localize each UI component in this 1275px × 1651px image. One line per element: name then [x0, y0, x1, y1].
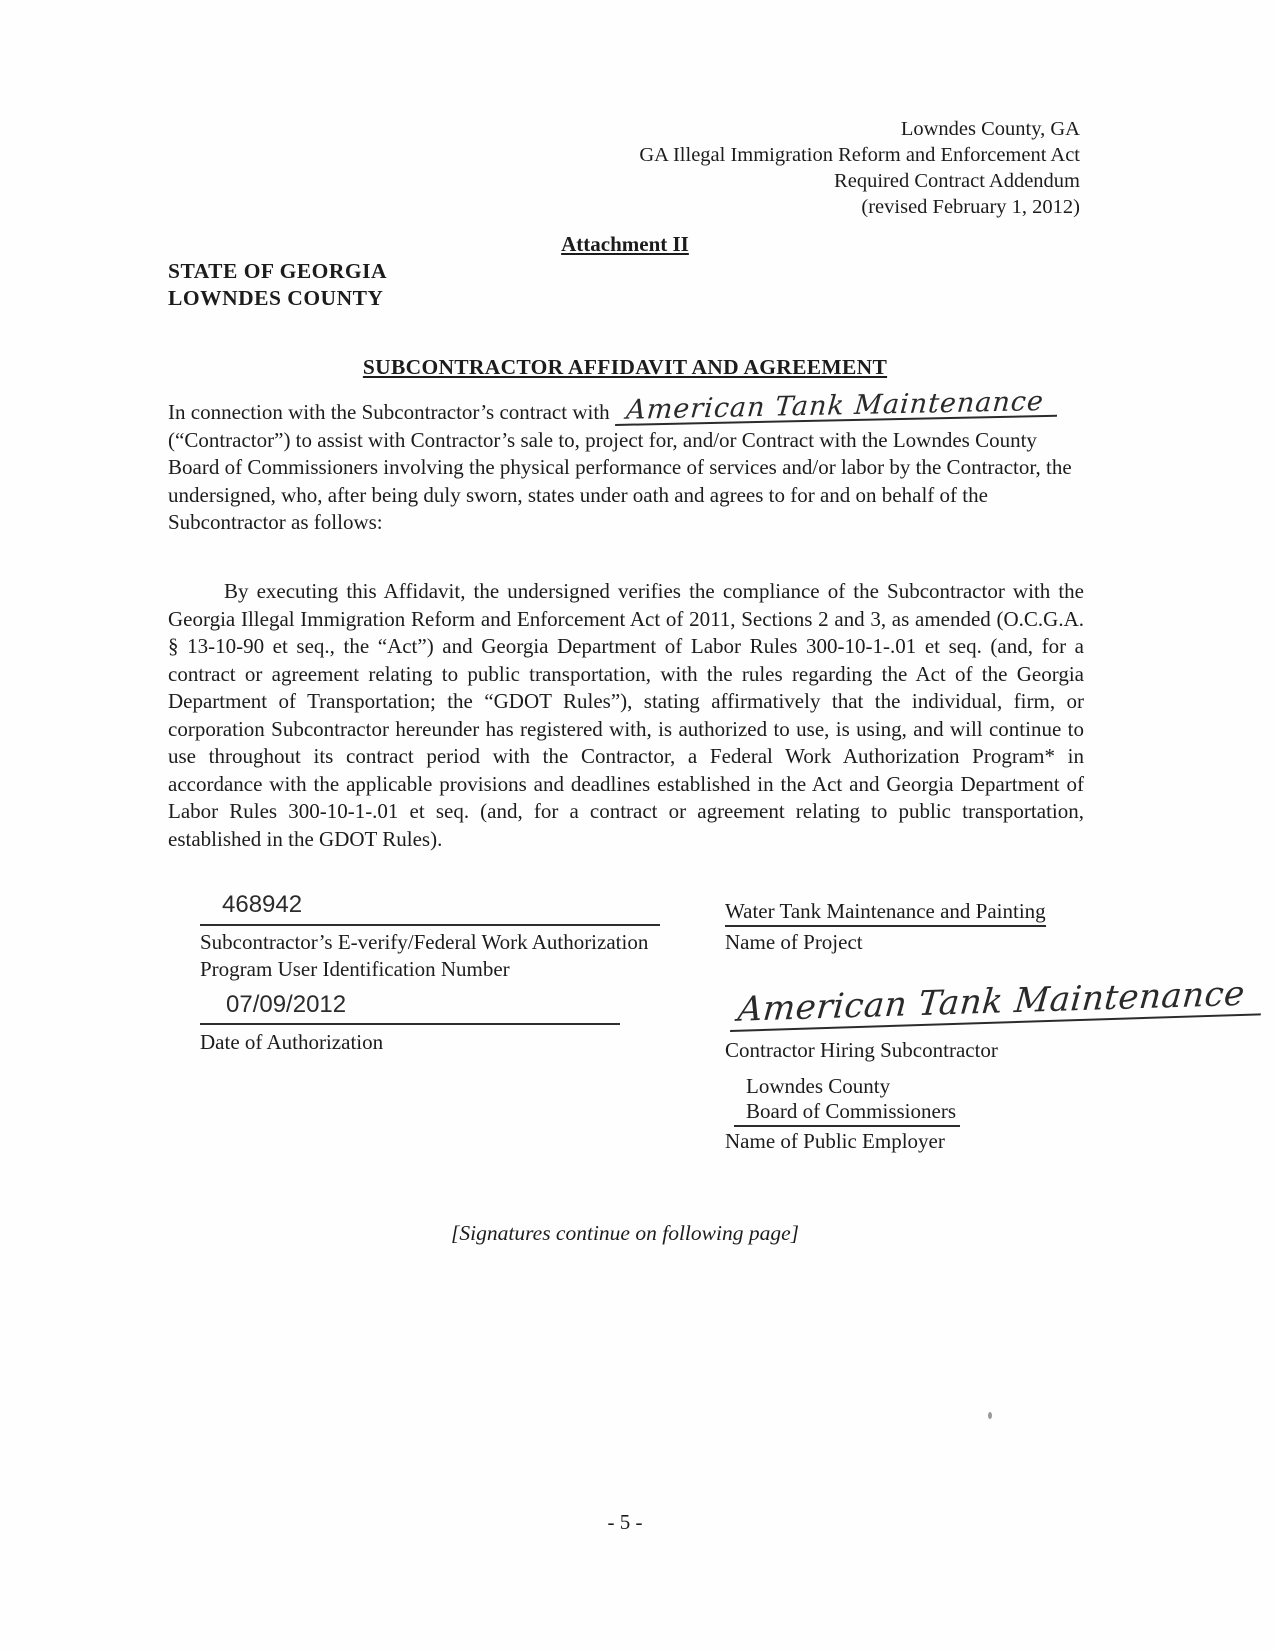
document-header — [400, 116, 1080, 220]
contractor-name-handwritten-inline: American Tank Maintenance — [615, 391, 1059, 426]
state-county-block — [168, 258, 387, 312]
county-line: LOWNDES COUNTY — [168, 286, 384, 310]
header-act-line: GA Illegal Immigration Reform and Enforcement Act — [639, 144, 1080, 166]
project-field-label: Name of Project — [725, 930, 863, 954]
project-name-field — [725, 899, 1046, 927]
employer-name-line1: Lowndes County — [746, 1074, 891, 1098]
affidavit-body-paragraph: By executing this Affidavit, the undersigned verifies the compliance of the Subcontractor with the Georgia Illegal Immigration Reform and Enforcement Act of 2011, Sections 2 and 3, as amended (O.C.G.A. § 13-10-90 et seq., the “Act”) and Georgia Department of Labor Rules 300-10-1-.01 et seq. (and, for a contract or agreement relating to public transportation, with the rules regarding the Act of the Georgia Department of Transportation; the “GDOT Rules”), stating affirmatively that the individual, firm, or corporation Subcontractor hereunder has registered with, is authorized to use, is using, and will continue to use throughout its contract period with the Contractor, a Federal Work Authorization Program* in accordance with the applicable provisions and deadlines established in the Act and Georgia Department of Labor Rules 300-10-1-.01 et seq. (and, for a contract or agreement relating to public transportation, established in the GDOT Rules). — [168, 579, 1084, 851]
contractor-signature-field — [730, 973, 1261, 1032]
header-county-line: Lowndes County, GA — [900, 118, 1080, 140]
authorization-date-value: 07/09/2012 — [226, 991, 347, 1018]
header-addendum-line: Required Contract Addendum — [834, 170, 1080, 192]
employer-name-line2-wrap — [734, 1099, 960, 1127]
page-number: - 5 - — [607, 1510, 643, 1534]
attachment-label — [168, 232, 1082, 257]
intro-text-after-blank: (“Contractor”) to assist with Contractor’s sale to, project for, and/or Contract with the Lowndes County Board of Commissioners involving the physical performance of services and/or labor by the Contractor, the undersigned, who, after being duly sworn, states under oath and agrees to for and on behalf of the Subcontractor as follows: — [168, 427, 1072, 534]
signatures-continue-note: [Signatures continue on following page] — [451, 1221, 799, 1245]
document-title — [168, 355, 1082, 380]
state-line: STATE OF GEORGIA — [168, 259, 388, 283]
attachment-label-text: Attachment II — [561, 232, 689, 256]
everify-field-line — [200, 924, 660, 926]
employer-field-label: Name of Public Employer — [725, 1129, 945, 1153]
date-field-label: Date of Authorization — [200, 1030, 384, 1054]
scan-artifact-dot — [988, 1412, 992, 1419]
employer-name-line2: Board of Commissioners — [734, 1099, 960, 1127]
contractor-field-label: Contractor Hiring Subcontractor — [725, 1038, 998, 1062]
document-title-text: SUBCONTRACTOR AFFIDAVIT AND AGREEMENT — [362, 355, 888, 379]
intro-text-before-blank: In connection with the Subcontractor’s contract with — [168, 400, 610, 424]
header-revision-line: (revised February 1, 2012) — [861, 196, 1080, 218]
intro-paragraph — [168, 385, 1084, 537]
everify-number-value: 468942 — [222, 891, 303, 918]
everify-field-label: Subcontractor’s E-verify/Federal Work Authorization Program User Identification Number — [200, 930, 649, 981]
date-field-line — [200, 1023, 620, 1025]
contractor-name-handwritten: American Tank Maintenance — [730, 973, 1265, 1032]
project-name-value: Water Tank Maintenance and Painting — [725, 899, 1046, 927]
